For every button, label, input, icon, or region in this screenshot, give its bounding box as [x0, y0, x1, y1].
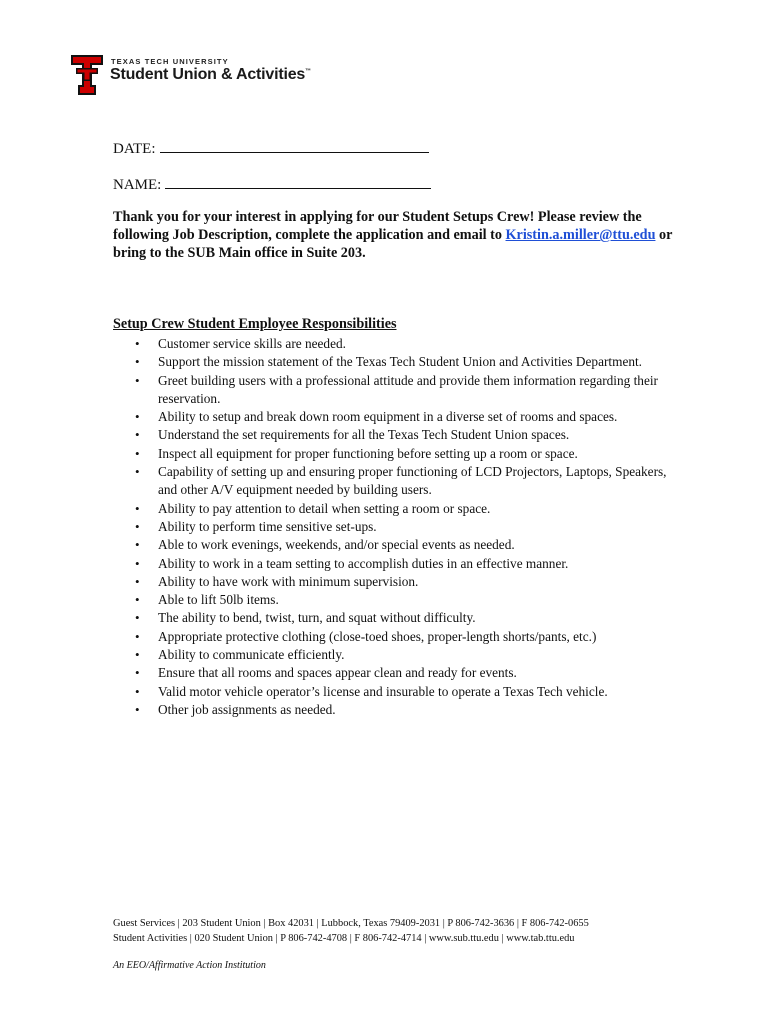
responsibilities-list	[113, 335, 673, 719]
responsibility-item: • Ability to have work with minimum supervision.	[113, 573, 673, 591]
department-name: Student Union & Activities™	[110, 66, 311, 83]
responsibility-item: • Inspect all equipment for proper functioning before setting up a room or space.	[113, 445, 673, 463]
double-t-logo-icon	[70, 54, 104, 96]
intro-paragraph	[113, 208, 673, 262]
email-link[interactable]: Kristin.a.miller@ttu.edu	[505, 227, 656, 243]
footer-student-activities: Student Activities | 020 Student Union | P 806-742-4708 | F 806-742-4714 | www.sub.ttu.edu | www.tab.ttu.edu	[113, 933, 575, 944]
responsibility-item: • Valid motor vehicle operator’s license and insurable to operate a Texas Tech vehicle.	[113, 683, 673, 701]
responsibility-item: • The ability to bend, twist, turn, and squat without difficulty.	[113, 609, 673, 627]
name-field	[113, 174, 431, 194]
responsibility-item: • Capability of setting up and ensuring proper functioning of LCD Projectors, Laptops, Speakers, and other A/V equipment needed by building users.	[113, 463, 673, 500]
name-blank-line[interactable]	[165, 174, 431, 189]
responsibility-item: • Ability to pay attention to detail when setting a room or space.	[113, 500, 673, 518]
responsibility-item: • Ability to communicate efficiently.	[113, 646, 673, 664]
responsibility-item: • Customer service skills are needed.	[113, 335, 673, 353]
responsibilities-heading: Setup Crew Student Employee Responsibilities	[113, 316, 397, 332]
responsibility-item: • Ability to setup and break down room equipment in a diverse set of rooms and spaces.	[113, 408, 673, 426]
responsibility-item: • Ability to work in a team setting to accomplish duties in an effective manner.	[113, 555, 673, 573]
responsibility-item: • Ability to perform time sensitive set-ups.	[113, 518, 673, 536]
university-logo	[70, 54, 310, 98]
responsibility-item: • Understand the set requirements for all the Texas Tech Student Union spaces.	[113, 426, 673, 444]
responsibility-item: • Appropriate protective clothing (close-toed shoes, proper-length shorts/pants, etc.)	[113, 628, 673, 646]
responsibility-item: • Other job assignments as needed.	[113, 701, 673, 719]
name-label: NAME:	[113, 177, 162, 193]
responsibility-item: • Ensure that all rooms and spaces appear clean and ready for events.	[113, 664, 673, 682]
responsibility-item: • Able to lift 50lb items.	[113, 591, 673, 609]
responsibility-item: • Greet building users with a professional attitude and provide them information regarding their reservation.	[113, 372, 673, 409]
eeo-statement: An EEO/Affirmative Action Institution	[113, 960, 266, 971]
footer-guest-services: Guest Services | 203 Student Union | Box 42031 | Lubbock, Texas 79409-2031 | P 806-742-3636 | F 806-742-0655	[113, 918, 589, 929]
university-name: TEXAS TECH UNIVERSITY	[111, 57, 229, 66]
intro-text-before: Thank you for your interest in applying for our Student Setups Crew! Please review the following Job Description, complete the application and email to	[113, 209, 642, 243]
responsibility-item: • Support the mission statement of the Texas Tech Student Union and Activities Department.	[113, 353, 673, 371]
responsibility-item: • Able to work evenings, weekends, and/or special events as needed.	[113, 536, 673, 554]
intro-text-after: or bring to the SUB Main office in Suite 203.	[113, 227, 673, 261]
date-blank-line[interactable]	[160, 138, 429, 153]
date-field	[113, 138, 429, 158]
date-label: DATE:	[113, 141, 156, 157]
